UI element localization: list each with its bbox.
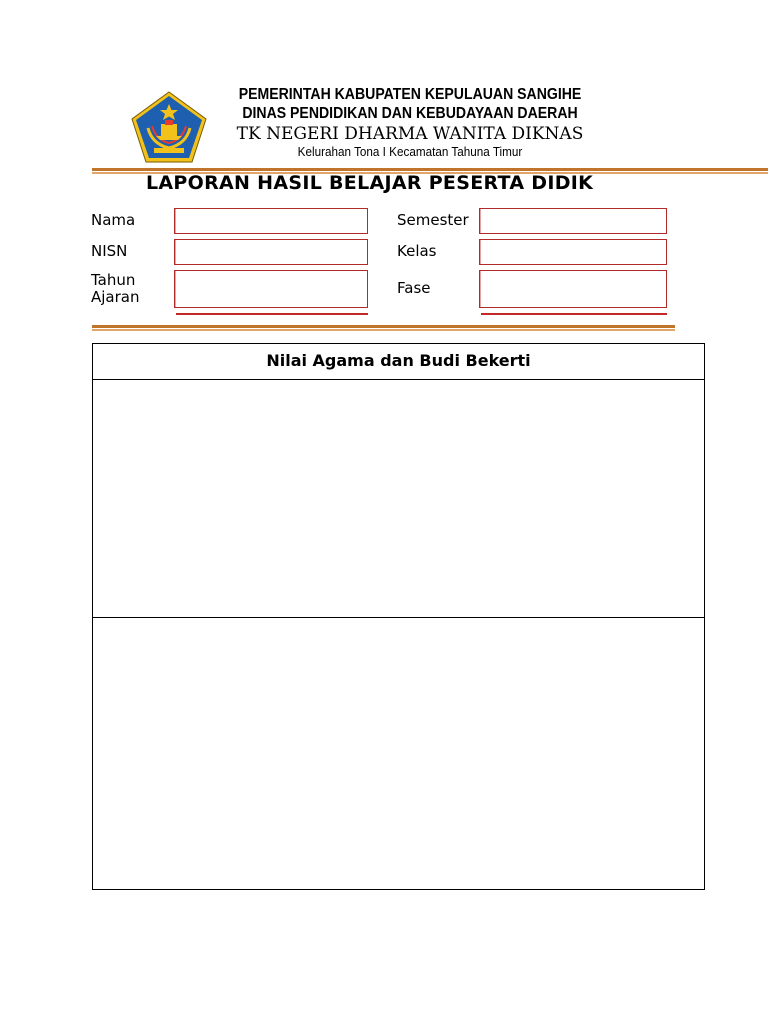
tahun-label: Tahun [91, 271, 136, 289]
ajaran-label: Ajaran [91, 288, 140, 306]
semester-field[interactable] [479, 208, 667, 234]
fase-label: Fase [397, 279, 431, 297]
tahun-ajaran-underline [176, 313, 368, 315]
header-address: Kelurahan Tona I Kecamatan Tahuna Timur [297, 144, 523, 159]
assessment-table [92, 343, 705, 890]
table-header: Nilai Agama dan Budi Bekerti [93, 344, 704, 380]
table-cell-documentation[interactable] [93, 618, 704, 889]
kelas-field[interactable] [479, 239, 667, 265]
nama-field[interactable] [174, 208, 368, 234]
fase-field[interactable] [479, 270, 667, 308]
header-school-name: TK NEGERI DHARMA WANITA DIKNAS [236, 124, 584, 144]
header-government: PEMERINTAH KABUPATEN KEPULAUAN SANGIHE [238, 86, 582, 103]
kelas-label: Kelas [397, 242, 437, 260]
table-cell-description[interactable] [93, 380, 704, 618]
nisn-field[interactable] [174, 239, 368, 265]
nisn-label: NISN [91, 242, 128, 260]
semester-label: Semester [397, 211, 469, 229]
nama-label: Nama [91, 211, 136, 229]
header-department: DINAS PENDIDIKAN DAN KEBUDAYAAN DAERAH [242, 105, 578, 122]
fase-underline [481, 313, 667, 315]
tahun-ajaran-field[interactable] [174, 270, 368, 308]
report-title: LAPORAN HASIL BELAJAR PESERTA DIDIK [146, 172, 594, 194]
form-divider [92, 325, 675, 333]
